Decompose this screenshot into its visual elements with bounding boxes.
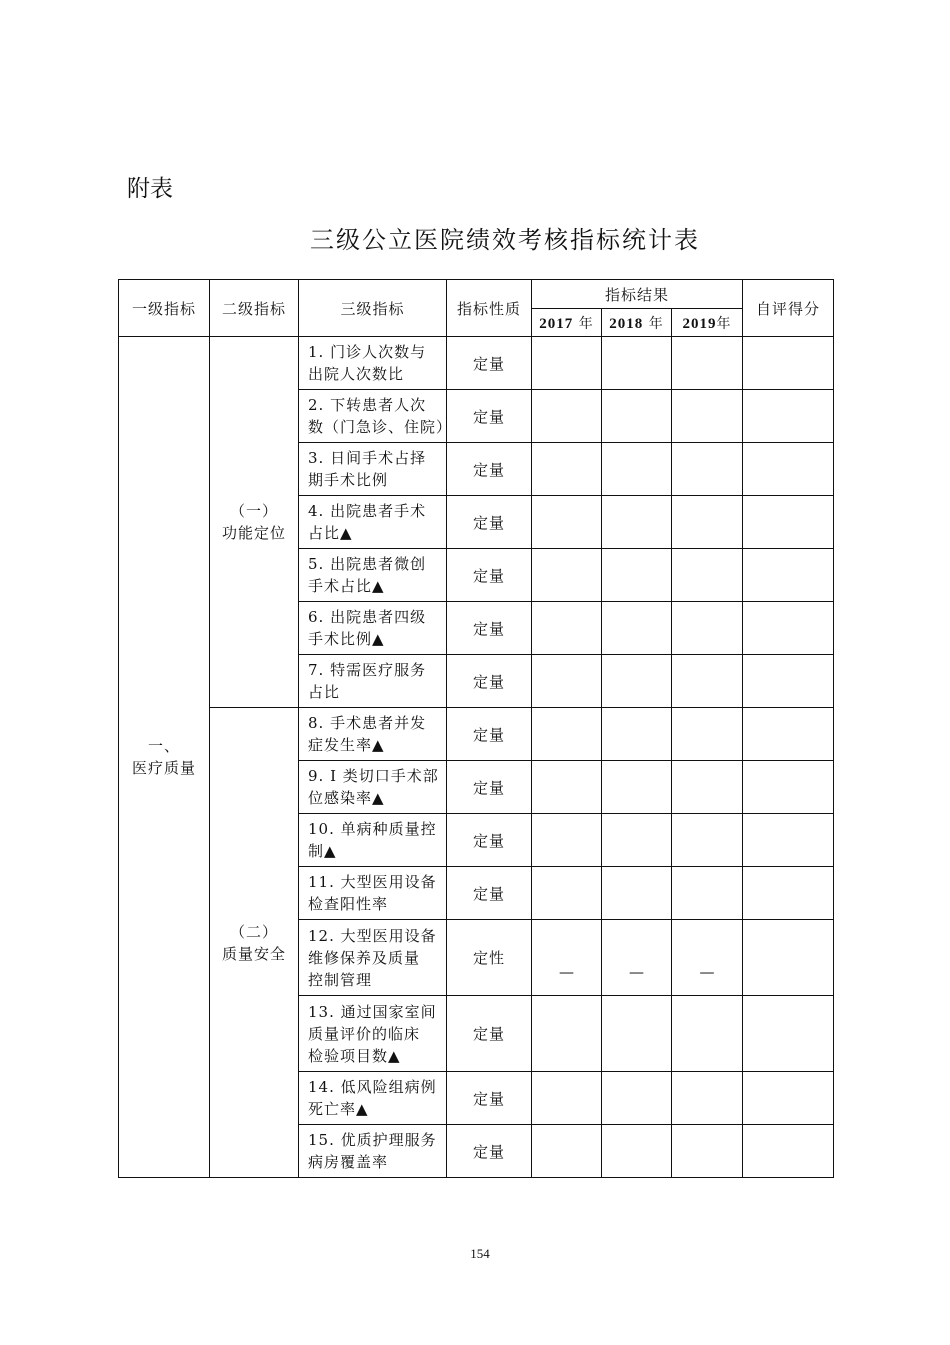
result-cell xyxy=(672,602,743,655)
result-cell xyxy=(532,996,602,1072)
level3-line: 1. 门诊人次数与 xyxy=(308,343,427,361)
year-number: 2017 xyxy=(539,315,574,332)
level3-cell xyxy=(299,867,447,920)
result-cell xyxy=(672,496,743,549)
level3-cell xyxy=(299,496,447,549)
level3-line: 病房覆盖率 xyxy=(308,1153,389,1171)
level3-line: 10. 单病种质量控 xyxy=(308,820,437,838)
result-cell xyxy=(672,337,743,390)
nature-cell: 定量 xyxy=(447,867,532,920)
level3-line: 8. 手术患者并发 xyxy=(308,714,427,732)
result-cell xyxy=(672,655,743,708)
result-cell xyxy=(672,390,743,443)
level3-line: 11. 大型医用设备 xyxy=(308,873,437,891)
self-score-cell xyxy=(743,655,834,708)
result-cell xyxy=(602,867,672,920)
level1-prefix: 一、 xyxy=(147,737,180,755)
result-cell xyxy=(532,708,602,761)
result-cell xyxy=(602,1072,672,1125)
page-title: 三级公立医院绩效考核指标统计表 xyxy=(310,226,700,254)
result-cell xyxy=(672,1072,743,1125)
nature-cell: 定量 xyxy=(447,1125,532,1178)
self-score-cell xyxy=(743,390,834,443)
level2-cell xyxy=(210,708,299,1178)
header-level1: 一级指标 xyxy=(119,280,210,337)
level3-line: 控制管理 xyxy=(308,970,373,989)
nature-cell: 定量 xyxy=(447,996,532,1072)
self-score-cell xyxy=(743,814,834,867)
result-cell: — xyxy=(532,920,602,996)
result-cell xyxy=(602,443,672,496)
level3-cell xyxy=(299,337,447,390)
nature-cell: 定量 xyxy=(447,602,532,655)
result-cell xyxy=(532,761,602,814)
result-cell: — xyxy=(602,920,672,996)
level3-line: 14. 低风险组病例 xyxy=(308,1078,437,1096)
result-cell xyxy=(532,655,602,708)
year-number: 2018 xyxy=(609,315,644,332)
year-suffix: 年 xyxy=(573,315,594,332)
result-cell xyxy=(602,602,672,655)
level1-name: 医疗质量 xyxy=(131,759,196,777)
level3-line: 15. 优质护理服务 xyxy=(308,1131,437,1149)
self-score-cell xyxy=(743,549,834,602)
result-cell xyxy=(672,443,743,496)
result-cell xyxy=(672,708,743,761)
nature-cell: 定量 xyxy=(447,761,532,814)
result-cell xyxy=(532,867,602,920)
nature-cell: 定量 xyxy=(447,1072,532,1125)
header-year-2018 xyxy=(602,309,672,337)
result-cell xyxy=(602,708,672,761)
self-score-cell xyxy=(743,443,834,496)
level3-line: 占比 xyxy=(308,683,341,701)
level3-line: 6. 出院患者四级 xyxy=(308,608,427,626)
level2-name: 功能定位 xyxy=(221,524,286,542)
self-score-cell xyxy=(743,996,834,1072)
table-row xyxy=(119,337,834,390)
result-cell xyxy=(672,761,743,814)
table-body xyxy=(119,337,834,1178)
level2-prefix: （一） xyxy=(229,502,278,520)
nature-cell: 定量 xyxy=(447,549,532,602)
header-level3: 三级指标 xyxy=(299,280,447,337)
header-level2: 二级指标 xyxy=(210,280,299,337)
result-cell: — xyxy=(672,920,743,996)
result-cell xyxy=(672,814,743,867)
result-cell xyxy=(602,996,672,1072)
result-cell xyxy=(532,602,602,655)
result-cell xyxy=(602,1125,672,1178)
self-score-cell xyxy=(743,1072,834,1125)
result-cell xyxy=(532,1072,602,1125)
self-score-cell xyxy=(743,920,834,996)
level3-line: 检验项目数▲ xyxy=(308,1046,401,1065)
result-cell xyxy=(532,337,602,390)
result-cell xyxy=(602,814,672,867)
result-cell xyxy=(602,549,672,602)
level3-line: 2. 下转患者人次 xyxy=(308,396,427,414)
result-cell xyxy=(532,1125,602,1178)
level3-cell xyxy=(299,814,447,867)
level3-line: 9. I 类切口手术部 xyxy=(308,767,439,785)
level3-line: 占比▲ xyxy=(308,524,353,542)
year-number: 2019 xyxy=(682,315,717,332)
level3-line: 4. 出院患者手术 xyxy=(308,502,427,520)
level3-line: 制▲ xyxy=(308,842,337,860)
level3-line: 位感染率▲ xyxy=(308,789,385,807)
year-suffix: 年 xyxy=(643,315,664,332)
level2-name: 质量安全 xyxy=(221,944,286,963)
result-cell xyxy=(532,814,602,867)
level3-line: 手术占比▲ xyxy=(308,577,385,595)
self-score-cell xyxy=(743,602,834,655)
level3-line: 死亡率▲ xyxy=(308,1100,369,1118)
result-cell xyxy=(602,390,672,443)
table-row xyxy=(119,708,834,761)
level2-prefix: （二） xyxy=(229,922,278,941)
header-nature: 指标性质 xyxy=(447,280,532,337)
level3-line: 12. 大型医用设备 xyxy=(308,926,437,945)
level1-cell xyxy=(119,337,210,1178)
nature-cell: 定量 xyxy=(447,443,532,496)
header-results: 指标结果 xyxy=(532,280,743,309)
nature-cell: 定性 xyxy=(447,920,532,996)
level3-cell xyxy=(299,761,447,814)
self-score-cell xyxy=(743,496,834,549)
result-cell xyxy=(532,443,602,496)
result-cell xyxy=(672,867,743,920)
level3-cell xyxy=(299,1072,447,1125)
result-cell xyxy=(602,655,672,708)
level3-line: 检查阳性率 xyxy=(308,895,389,913)
level3-cell xyxy=(299,549,447,602)
level3-line: 3. 日间手术占择 xyxy=(308,449,427,467)
nature-cell: 定量 xyxy=(447,496,532,549)
result-cell xyxy=(532,496,602,549)
result-cell xyxy=(672,1125,743,1178)
nature-cell: 定量 xyxy=(447,708,532,761)
level3-cell xyxy=(299,390,453,443)
level3-line: 期手术比例 xyxy=(308,471,389,489)
result-cell xyxy=(532,390,602,443)
page-number: 154 xyxy=(470,1246,490,1261)
indicator-table xyxy=(118,279,834,1178)
level3-line: 手术比例▲ xyxy=(308,630,385,648)
level2-cell xyxy=(210,337,299,708)
self-score-cell xyxy=(743,867,834,920)
level3-cell xyxy=(299,443,447,496)
result-cell xyxy=(602,496,672,549)
header-self-score: 自评得分 xyxy=(743,280,834,337)
level3-line: 维修保养及质量 xyxy=(308,948,421,967)
level3-line: 质量评价的临床 xyxy=(308,1024,421,1043)
result-cell xyxy=(672,996,743,1072)
result-cell xyxy=(602,761,672,814)
nature-cell: 定量 xyxy=(447,390,532,443)
level3-cell xyxy=(299,920,447,996)
level3-line: 症发生率▲ xyxy=(308,736,385,754)
year-suffix: 年 xyxy=(716,315,732,332)
level3-line: 出院人次数比 xyxy=(308,365,405,383)
level3-cell xyxy=(299,708,447,761)
result-cell xyxy=(672,549,743,602)
result-cell xyxy=(532,549,602,602)
self-score-cell xyxy=(743,761,834,814)
level3-line: 13. 通过国家室间 xyxy=(308,1002,437,1021)
nature-cell: 定量 xyxy=(447,814,532,867)
level3-cell xyxy=(299,602,447,655)
header-year-2019 xyxy=(672,309,743,337)
level3-cell xyxy=(299,655,447,708)
nature-cell: 定量 xyxy=(447,337,532,390)
level3-cell xyxy=(299,996,447,1072)
appendix-label: 附表 xyxy=(127,176,173,202)
self-score-cell xyxy=(743,337,834,390)
self-score-cell xyxy=(743,708,834,761)
header-year-2017 xyxy=(532,309,602,337)
result-cell xyxy=(602,337,672,390)
level3-line: 数（门急诊、住院） xyxy=(308,418,453,436)
self-score-cell xyxy=(743,1125,834,1178)
level3-cell xyxy=(299,1125,447,1178)
nature-cell: 定量 xyxy=(447,655,532,708)
level3-line: 5. 出院患者微创 xyxy=(308,555,427,573)
level3-line: 7. 特需医疗服务 xyxy=(308,661,427,679)
